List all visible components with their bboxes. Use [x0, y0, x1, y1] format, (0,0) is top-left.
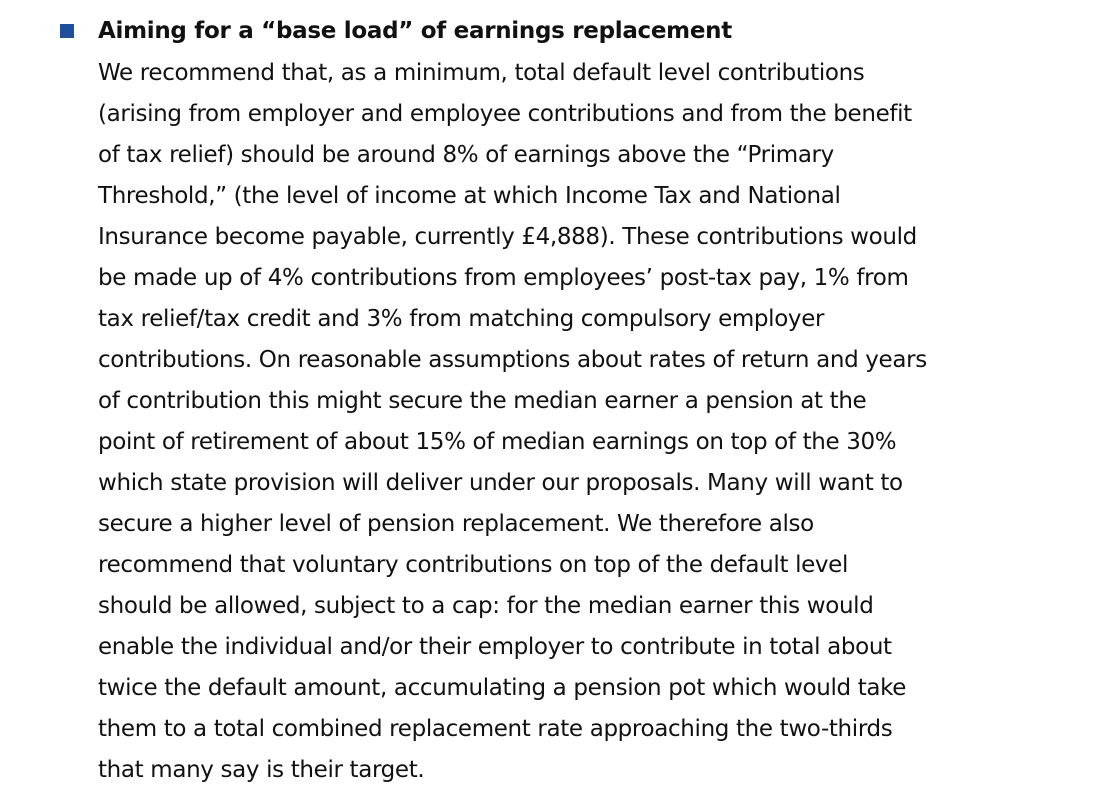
- body-line: (arising from employer and employee contributions and from the benefit: [98, 101, 912, 127]
- body-line: be made up of 4% contributions from employees’ post-tax pay, 1% from: [98, 265, 909, 291]
- body-line: should be allowed, subject to a cap: for the median earner this would: [98, 593, 874, 619]
- body-line: recommend that voluntary contributions on top of the default level: [98, 552, 849, 578]
- body-line: which state provision will deliver under our proposals. Many will want to: [98, 470, 903, 496]
- body-line: of tax relief) should be around 8% of earnings above the “Primary: [98, 142, 834, 168]
- body-line: tax relief/tax credit and 3% from matching compulsory employer: [98, 306, 825, 332]
- section-body: [98, 53, 927, 791]
- body-line: twice the default amount, accumulating a pension pot which would take: [98, 675, 907, 701]
- body-line: point of retirement of about 15% of median earnings on top of the 30%: [98, 429, 897, 455]
- body-line: that many say is their target.: [98, 757, 425, 783]
- body-line: them to a total combined replacement rate approaching the two-thirds: [98, 716, 893, 742]
- body-line: secure a higher level of pension replacement. We therefore also: [98, 511, 814, 537]
- body-line: contributions. On reasonable assumptions about rates of return and years: [98, 347, 927, 373]
- body-line: Insurance become payable, currently £4,888). These contributions would: [98, 224, 917, 250]
- body-line: of contribution this might secure the median earner a pension at the: [98, 388, 867, 414]
- body-line: enable the individual and/or their employer to contribute in total about: [98, 634, 892, 660]
- body-line: Threshold,” (the level of income at which Income Tax and National: [98, 183, 841, 209]
- body-line: We recommend that, as a minimum, total default level contributions: [98, 60, 865, 86]
- section-heading: Aiming for a “base load” of earnings replacement: [98, 18, 732, 44]
- square-bullet-icon: [60, 24, 74, 38]
